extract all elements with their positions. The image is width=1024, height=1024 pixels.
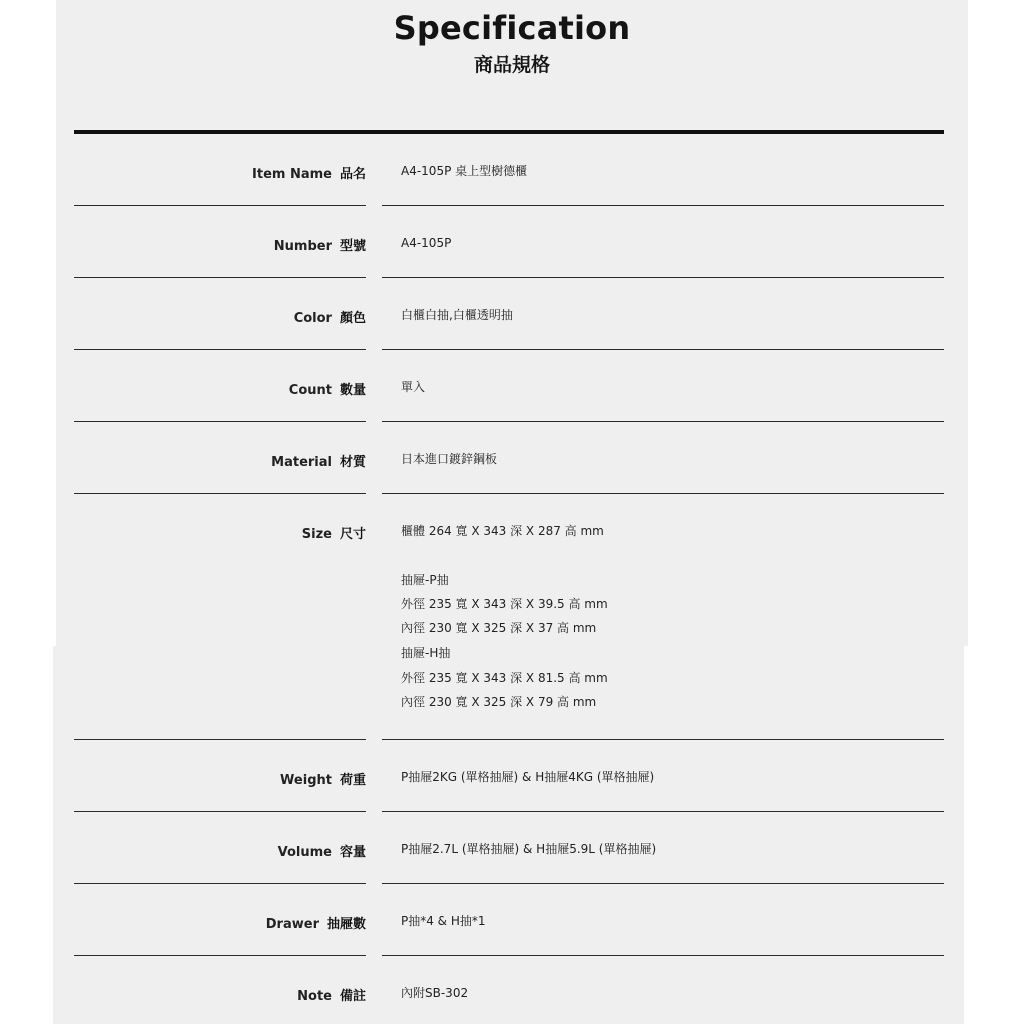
size-line-cabinet: 櫃體 264 寬 X 343 深 X 287 高 mm xyxy=(401,524,604,538)
size-line-p-outer: 外徑 235 寬 X 343 深 X 39.5 高 mm xyxy=(401,597,608,611)
row-label xyxy=(74,812,366,884)
size-line-h-inner: 內徑 230 寬 X 325 深 X 79 高 mm xyxy=(401,695,597,709)
spec-table xyxy=(74,134,944,1024)
row-value: 單入 xyxy=(401,380,426,394)
spec-row-count xyxy=(74,350,944,422)
label-en: Drawer xyxy=(265,917,319,932)
spec-row-color xyxy=(74,278,944,350)
row-label xyxy=(74,422,366,494)
row-value: P抽*4 & H抽*1 xyxy=(401,914,486,928)
row-label xyxy=(74,884,366,956)
label-en: Count xyxy=(288,383,332,398)
size-line-p-drawer-title: 抽屜-P抽 xyxy=(401,573,449,587)
spec-row-number xyxy=(74,206,944,278)
spec-row-drawer xyxy=(74,884,944,956)
label-zh: 尺寸 xyxy=(339,527,366,542)
label-en: Material xyxy=(271,455,332,470)
row-label xyxy=(74,134,366,206)
label-zh: 型號 xyxy=(339,239,366,254)
label-en: Number xyxy=(273,239,332,254)
spec-row-volume xyxy=(74,812,944,884)
spec-row-size xyxy=(74,494,944,740)
size-line-h-drawer-title: 抽屜-H抽 xyxy=(401,646,451,660)
spec-row-material xyxy=(74,422,944,494)
label-en: Item Name xyxy=(252,167,332,182)
row-label xyxy=(74,278,366,350)
row-value-size xyxy=(401,494,608,740)
spec-row-item-name xyxy=(74,134,944,206)
label-en: Weight xyxy=(280,773,332,788)
row-value: 白櫃白抽,白櫃透明抽 xyxy=(401,308,513,322)
label-zh: 品名 xyxy=(339,167,366,182)
row-value: A4-105P 桌上型樹德櫃 xyxy=(401,164,528,178)
label-en: Size xyxy=(301,527,332,542)
row-value: 內附SB-302 xyxy=(401,986,469,1000)
label-zh: 材質 xyxy=(339,455,366,470)
row-value: P抽屜2.7L (單格抽屜) & H抽屜5.9L (單格抽屜) xyxy=(401,842,657,856)
label-zh: 數量 xyxy=(339,383,366,398)
row-label xyxy=(74,494,366,740)
spec-header xyxy=(56,0,968,77)
row-label xyxy=(74,740,366,812)
label-zh: 備註 xyxy=(339,989,366,1004)
label-en: Color xyxy=(293,311,332,326)
row-label xyxy=(74,350,366,422)
row-value: A4-105P xyxy=(401,236,452,250)
label-zh: 抽屜數 xyxy=(326,917,366,932)
row-label xyxy=(74,206,366,278)
size-line-p-inner: 內徑 230 寬 X 325 深 X 37 高 mm xyxy=(401,621,597,635)
label-zh: 荷重 xyxy=(339,773,366,788)
row-value: P抽屜2KG (單格抽屜) & H抽屜4KG (單格抽屜) xyxy=(401,770,655,784)
label-zh: 顏色 xyxy=(339,311,366,326)
size-line-h-outer: 外徑 235 寬 X 343 深 X 81.5 高 mm xyxy=(401,671,608,685)
label-en: Note xyxy=(297,989,332,1004)
page-title: Specification xyxy=(393,9,631,47)
row-value: 日本進口鍍鋅鋼板 xyxy=(401,452,498,466)
spec-row-note xyxy=(74,956,944,1024)
page-subtitle: 商品規格 xyxy=(473,54,550,76)
label-zh: 容量 xyxy=(339,845,366,860)
row-label xyxy=(74,956,366,1024)
spec-row-weight xyxy=(74,740,944,812)
label-en: Volume xyxy=(277,845,332,860)
